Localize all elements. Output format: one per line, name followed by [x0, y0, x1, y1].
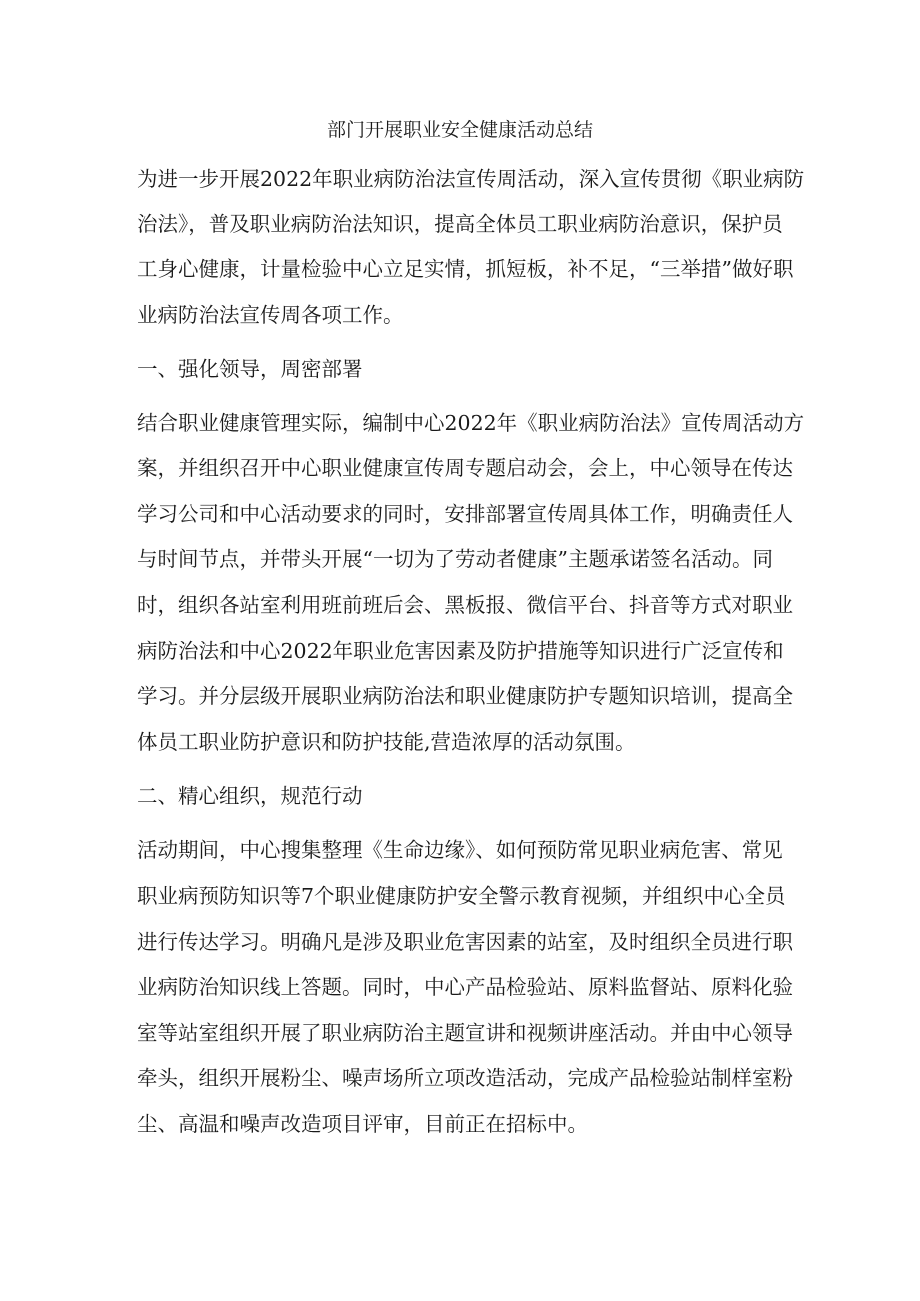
body-line: 病防治法和中心2022年职业危害因素及防护措施等知识进行广泛宣传和 [137, 639, 784, 663]
body-line: 体员工职业防护意识和防护技能,营造浓厚的活动氛围。 [137, 730, 636, 754]
body-line: 案，并组织召开中心职业健康宣传周专题启动会，会上，中心领导在传达 [137, 456, 793, 480]
intro-line: 治法》，普及职业病防治法知识，提高全体员工职业病防治意识，保护员 [137, 212, 783, 236]
section-heading: 二、精心组织，规范行动 [137, 784, 363, 808]
body-line: 时，组织各站室利用班前班后会、黑板报、微信平台、抖音等方式对职业 [137, 593, 793, 617]
intro-line: 为进一步开展2022年职业病防治法宣传周活动，深入宣传贯彻《职业病防 [137, 167, 805, 191]
intro-line: 业病防治法宣传周各项工作。 [137, 303, 404, 327]
body-line: 室等站室组织开展了职业病防治主题宣讲和视频讲座活动。并由中心领导 [137, 1021, 793, 1045]
body-line: 活动期间，中心搜集整理《生命边缘》、如何预防常见职业病危害、常见 [137, 838, 783, 862]
body-line: 进行传达学习。明确凡是涉及职业危害因素的站室，及时组织全员进行职 [137, 930, 793, 954]
body-line: 与时间节点，并带头开展“一切为了劳动者健康”主题承诺签名活动。同 [137, 547, 773, 571]
body-line: 业病防治知识线上答题。同时，中心产品检验站、原料监督站、原料化验 [137, 975, 793, 999]
document-title: 部门开展职业安全健康活动总结 [326, 119, 593, 141]
body-line: 学习。并分层级开展职业病防治法和职业健康防护专题知识培训，提高全 [137, 684, 793, 708]
body-line: 学习公司和中心活动要求的同时，安排部署宣传周具体工作，明确责任人 [137, 502, 793, 526]
body-line: 结合职业健康管理实际，编制中心2022年《职业病防治法》宣传周活动方 [137, 411, 805, 435]
intro-line: 工身心健康，计量检验中心立足实情，抓短板，补不足，“三举措”做好职 [137, 257, 794, 281]
section-heading: 一、强化领导，周密部署 [137, 357, 363, 381]
body-line: 职业病预防知识等7个职业健康防护安全警示教育视频，并组织中心全员 [137, 884, 786, 908]
body-line: 牵头，组织开展粉尘、噪声场所立项改造活动，完成产品检验站制样室粉 [137, 1066, 793, 1090]
body-line: 尘、高温和噪声改造项目评审，目前正在招标中。 [137, 1112, 588, 1136]
